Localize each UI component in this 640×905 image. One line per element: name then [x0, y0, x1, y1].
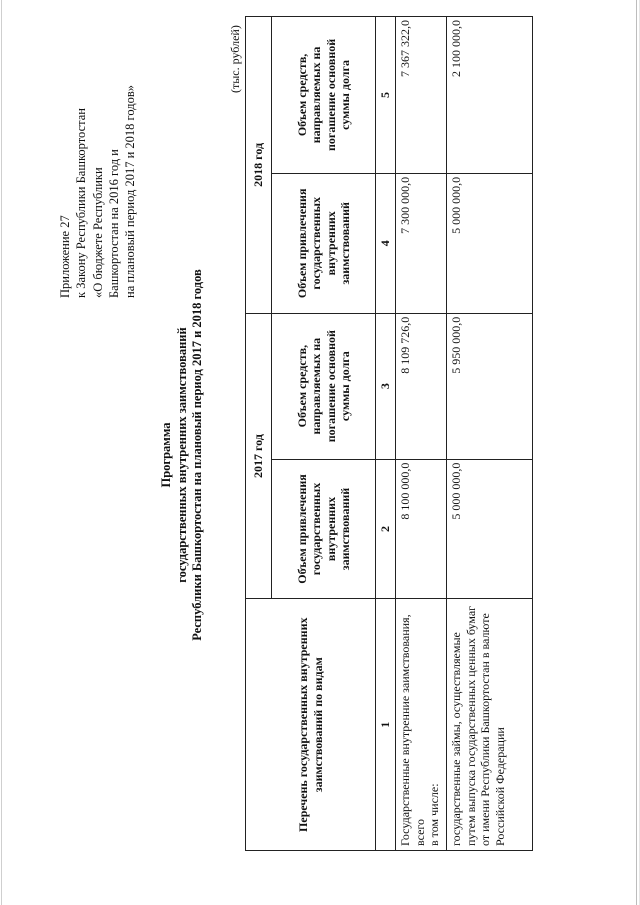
- appendix-line: на плановый период 2017 и 2018 годов»: [123, 85, 138, 298]
- cell-2018-repay: 7 367 322,0: [396, 17, 447, 174]
- table-row: [396, 17, 447, 851]
- column-number: 3: [376, 313, 396, 459]
- title-line: Республики Башкортостан на плановый период 2017 и 2018 годов: [190, 269, 204, 641]
- cell-2017-repay: 8 109 726,0: [396, 313, 447, 459]
- row-name-total: [396, 599, 447, 851]
- header-year-2018: 2018 год: [246, 17, 272, 314]
- appendix-line: к Закону Республики Башкортостан: [74, 108, 89, 298]
- appendix-line: Приложение 27: [58, 215, 72, 298]
- cell-2017-borrow: 5 000 000,0: [447, 459, 533, 599]
- cell-2017-borrow: 8 100 000,0: [396, 459, 447, 599]
- appendix-line: «О бюджете Республики: [90, 167, 105, 298]
- header-borrowing-types: Перечень государственных внутренних заимствований по видам: [246, 599, 376, 851]
- header-year-2017: 2017 год: [246, 313, 272, 599]
- title-line: Программа: [159, 422, 173, 488]
- row-name-text: Государственные внутренние заимствования, всего: [398, 614, 427, 846]
- cell-2017-repay: 5 950 000,0: [447, 313, 533, 459]
- borrowing-program-table: [245, 16, 533, 851]
- units-note: (тыс. рублей): [228, 25, 242, 93]
- column-number: 5: [376, 17, 396, 174]
- header-row-numbers: [376, 17, 396, 851]
- column-number: 4: [376, 173, 396, 313]
- header-borrow-2018: Объем привлечения государственных внутренних заимствований: [272, 173, 376, 313]
- row-subnote: в том числе:: [427, 783, 441, 846]
- appendix-header: [57, 8, 138, 298]
- row-name-securities: государственные займы, осуществляемые путем выпуска государственных ценных бумаг от имени Республики Башкортостан в валюте Российской Федерации: [447, 599, 533, 851]
- header-row-years: [246, 17, 272, 851]
- header-repay-2018: Объем средств, направляемых на погашение основной суммы долга: [272, 17, 376, 174]
- column-number: 2: [376, 459, 396, 599]
- cell-2018-repay: 2 100 000,0: [447, 17, 533, 174]
- cell-2018-borrow: 7 300 000,0: [396, 173, 447, 313]
- appendix-line: Башкортостан на 2016 год и: [106, 149, 121, 298]
- table-row: [447, 17, 533, 851]
- document-title: [159, 155, 206, 755]
- column-number: 1: [376, 599, 396, 851]
- cell-2018-borrow: 5 000 000,0: [447, 173, 533, 313]
- header-repay-2017: Объем средств, направляемых на погашение основной суммы долга: [272, 313, 376, 459]
- title-line: государственных внутренних заимствований: [174, 327, 189, 583]
- header-borrow-2017: Объем привлечения государственных внутренних заимствований: [272, 459, 376, 599]
